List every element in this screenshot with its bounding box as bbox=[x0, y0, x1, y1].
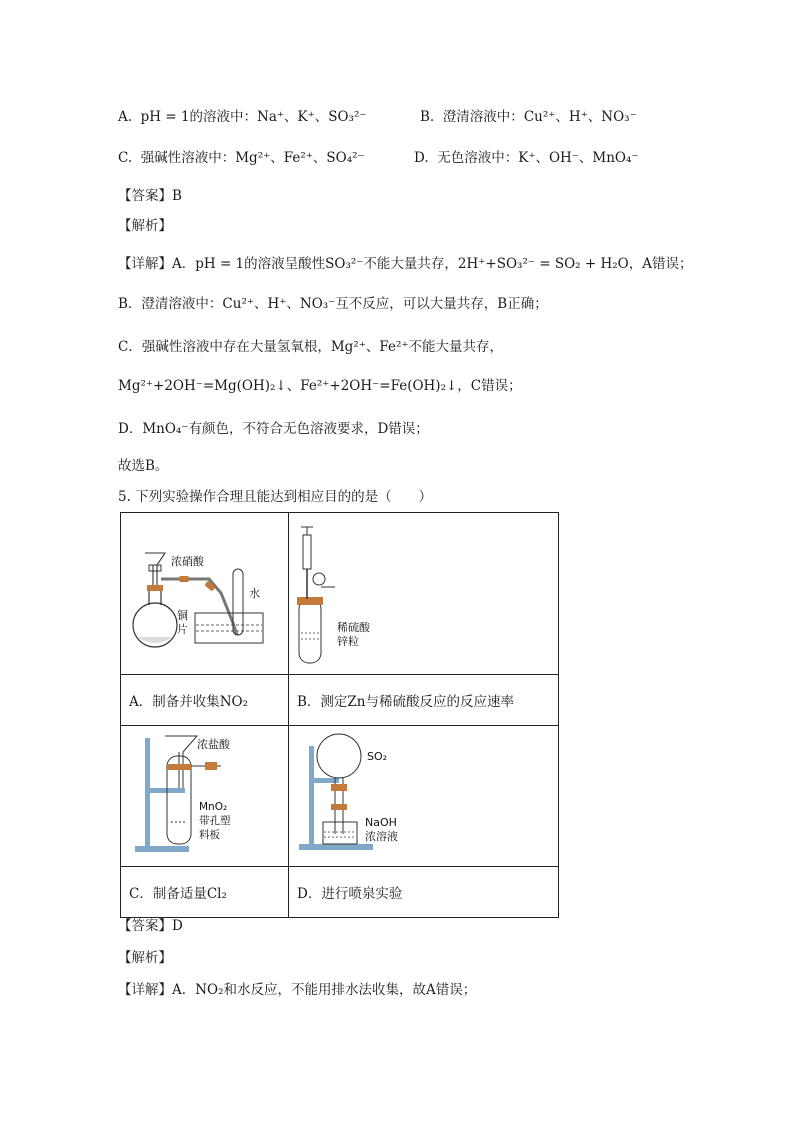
figure-c-plate-label-1: 带孔塑 bbox=[199, 815, 231, 827]
answer-line-2: 【答案】D bbox=[118, 918, 183, 934]
detail-c-line2: Mg²⁺+2OH⁻=Mg(OH)₂↓、Fe²⁺+2OH⁻=Fe(OH)₂↓，C错误； bbox=[118, 378, 522, 394]
option-c bbox=[118, 148, 365, 168]
figure-d-apparatus bbox=[289, 726, 558, 862]
figure-a-metal-label-1: 铜 bbox=[177, 609, 188, 622]
figure-c-mno2-label: MnO₂ bbox=[199, 801, 228, 813]
option-a-prefix: pH = 1的溶液中： bbox=[140, 109, 258, 125]
option-b-prefix: 澄清溶液中： bbox=[442, 109, 524, 125]
caption-b: B．测定Zn与稀硫酸反应的反应速率 bbox=[289, 675, 559, 726]
figure-b-cell bbox=[289, 513, 559, 675]
question-5-table bbox=[120, 512, 559, 918]
figure-a-acid-label: 浓硝酸 bbox=[171, 555, 204, 568]
option-b bbox=[420, 107, 637, 127]
figure-b-apparatus bbox=[289, 513, 558, 670]
figure-a-cell bbox=[121, 513, 289, 675]
option-d-label: D. bbox=[414, 150, 429, 166]
caption-a: A．制备并收集NO₂ bbox=[121, 675, 289, 726]
figure-c-apparatus bbox=[121, 726, 288, 862]
option-d-prefix: 无色溶液中： bbox=[437, 150, 519, 166]
analysis-heading-2: 【解析】 bbox=[118, 950, 172, 966]
figure-b-acid-label: 稀硫酸 bbox=[337, 621, 370, 634]
option-c-ions: Mg²⁺、Fe²⁺、SO₄²⁻ bbox=[235, 150, 365, 166]
analysis-heading-1: 【解析】 bbox=[118, 218, 172, 234]
option-d-ions: K⁺、OH⁻、MnO₄⁻ bbox=[518, 150, 639, 166]
option-c-label: C. bbox=[118, 150, 133, 166]
detail2-a: 【详解】A．NO₂和水反应，不能用排水法收集，故A错误； bbox=[118, 982, 477, 998]
option-a-ions: Na⁺、K⁺、SO₃²⁻ bbox=[257, 109, 367, 125]
option-a-label: A. bbox=[118, 109, 133, 125]
figure-a-apparatus bbox=[121, 513, 288, 670]
figure-c-acid-label: 浓盐酸 bbox=[197, 738, 230, 751]
figure-c-cell bbox=[121, 726, 289, 867]
figure-d-base-label-2: 浓溶液 bbox=[365, 830, 398, 843]
detail-a: 【详解】A．pH = 1的溶液呈酸性SO₃²⁻不能大量共存，2H⁺+SO₃²⁻ = SO₂ + H₂O，A错误； bbox=[118, 256, 693, 272]
caption-c: C．制备适量Cl₂ bbox=[121, 867, 289, 918]
final-choice: 故选B。 bbox=[118, 458, 169, 474]
detail-c-line1: C．强碱性溶液中存在大量氢氧根，Mg²⁺、Fe²⁺不能大量共存， bbox=[118, 339, 503, 355]
option-b-ions: Cu²⁺、H⁺、NO₃⁻ bbox=[523, 109, 637, 125]
question-5-stem: 5. 下列实验操作合理且能达到相应目的的是（ ） bbox=[118, 489, 433, 505]
figure-c-plate-label-2: 料板 bbox=[199, 829, 220, 841]
figure-d-cell bbox=[289, 726, 559, 867]
figure-d-base-label-1: NaOH bbox=[365, 816, 397, 829]
figure-a-water-label: 水 bbox=[249, 587, 260, 600]
answer-line-1: 【答案】B bbox=[118, 188, 182, 204]
option-a bbox=[118, 107, 367, 127]
option-b-label: B. bbox=[420, 109, 435, 125]
figure-a-metal-label-2: 片 bbox=[177, 623, 188, 636]
caption-d: D．进行喷泉实验 bbox=[289, 867, 559, 918]
figure-b-zn-label: 锌粒 bbox=[337, 635, 359, 648]
option-d bbox=[414, 148, 639, 168]
detail-b: B．澄清溶液中：Cu²⁺、H⁺、NO₃⁻互不反应，可以大量共存，B正确； bbox=[118, 296, 548, 312]
option-c-prefix: 强碱性溶液中： bbox=[140, 150, 236, 166]
figure-d-gas-label: SO₂ bbox=[367, 750, 388, 763]
detail-d: D．MnO₄⁻有颜色，不符合无色溶液要求，D错误； bbox=[118, 421, 429, 437]
